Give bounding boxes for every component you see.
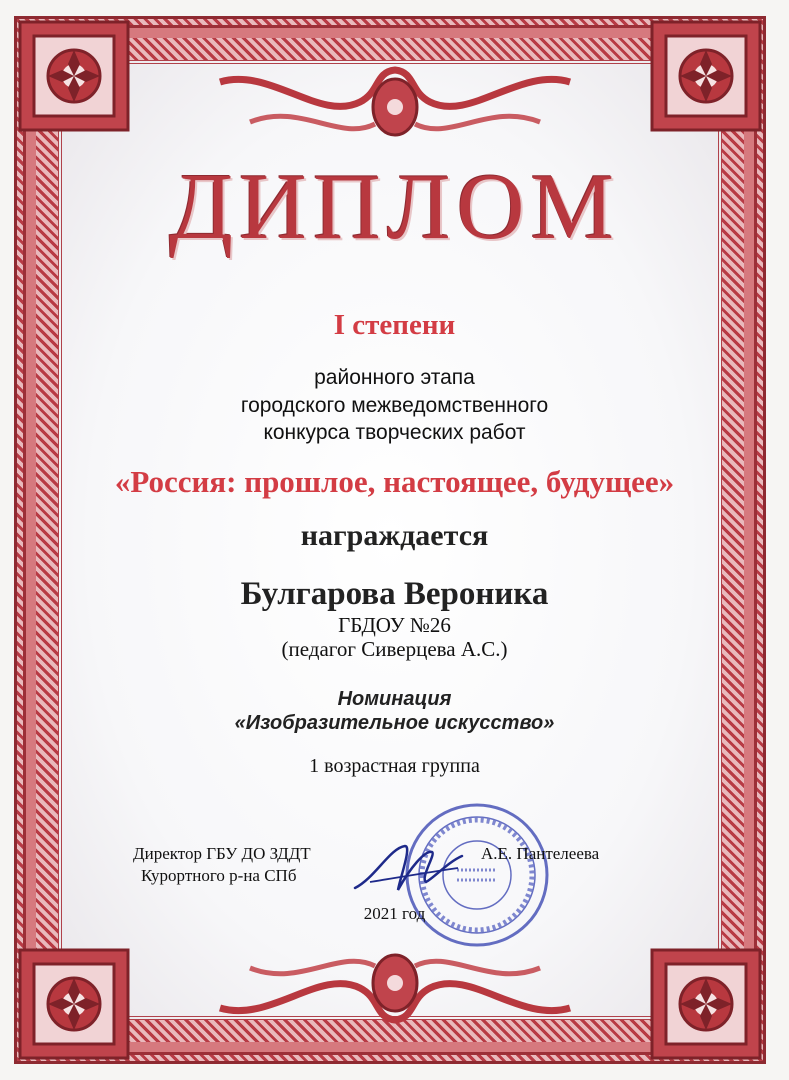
teacher-name: (педагог Сиверцева А.С.) bbox=[281, 637, 508, 661]
organization: ГБДОУ №26 bbox=[338, 613, 451, 637]
description-line: городского межведомственного bbox=[240, 394, 549, 417]
corner-ornament-icon bbox=[14, 944, 134, 1064]
degree-label: I степени bbox=[333, 309, 456, 341]
recipient-name: Булгарова Вероника bbox=[240, 576, 549, 612]
signatory-name: А.Е. Пантелеева bbox=[481, 844, 600, 863]
description-line: конкурса творческих работ bbox=[263, 421, 526, 444]
nomination-label: Номинация bbox=[337, 688, 452, 710]
corner-ornament-icon bbox=[14, 16, 134, 136]
corner-ornament-icon bbox=[646, 16, 766, 136]
signature-icon bbox=[350, 838, 470, 898]
contest-name: «Россия: прошлое, настоящее, будущее» bbox=[114, 464, 675, 499]
signatory-title-line1: Директор ГБУ ДО ЗДДТ bbox=[133, 844, 311, 863]
description-line: районного этапа bbox=[314, 366, 475, 389]
issue-year: 2021 год bbox=[363, 904, 426, 923]
diploma-title: ДИПЛОМ bbox=[168, 155, 621, 259]
top-scroll-ornament-icon bbox=[210, 62, 580, 157]
age-group: 1 возрастная группа bbox=[309, 755, 480, 777]
corner-ornament-icon bbox=[646, 944, 766, 1064]
signatory-title-line2: Курортного р-на СПб bbox=[141, 866, 297, 885]
awarded-label: награждается bbox=[300, 519, 489, 552]
nomination-category: «Изобразительное искусство» bbox=[234, 712, 555, 734]
